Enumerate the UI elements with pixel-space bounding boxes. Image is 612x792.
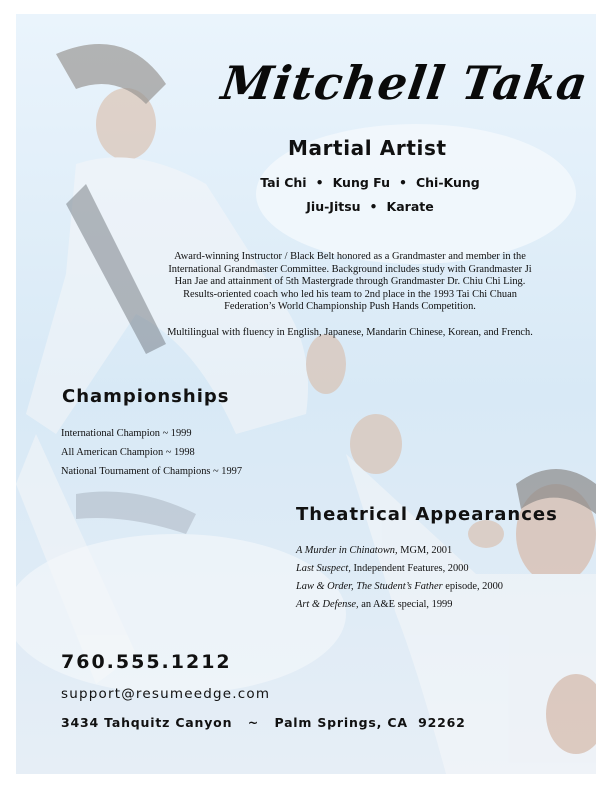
- skill-item: Jiu-Jitsu: [306, 199, 361, 214]
- appearance-detail: episode, 2000: [442, 581, 503, 592]
- appearance-item: [296, 599, 503, 617]
- championship-item: International Champion ~ 1999: [61, 428, 192, 439]
- skill-item: Karate: [386, 199, 434, 214]
- email-address: support@resumeedge.com: [61, 686, 271, 702]
- appearance-title: Art & Defense,: [296, 599, 359, 610]
- championship-item: All American Champion ~ 1998: [61, 447, 195, 458]
- skill-item: Kung Fu: [332, 175, 390, 190]
- championships-heading: Championships: [62, 386, 230, 407]
- summary-line: International Grandmaster Committee. Background includes study with Grandmaster Ji: [168, 263, 532, 275]
- appearance-detail: an A&E special, 1999: [358, 599, 453, 610]
- appearance-item: [296, 563, 503, 581]
- championship-item: National Tournament of Champions ~ 1997: [61, 466, 243, 477]
- skills-row-1: [220, 175, 520, 190]
- skill-separator: •: [369, 199, 378, 214]
- mailing-address: 3434 Tahquitz Canyon ~ Palm Springs, CA 92262: [61, 715, 466, 730]
- summary-line: Federation’s World Championship Push Hands Competition.: [224, 301, 476, 313]
- theatrical-appearances-heading: Theatrical Appearances: [296, 504, 558, 525]
- skill-separator: •: [315, 175, 324, 190]
- theatrical-appearances-list: [296, 545, 503, 617]
- appearance-item: [296, 581, 503, 599]
- skills-row-2: [220, 199, 520, 214]
- championships-list: [61, 428, 242, 485]
- appearance-title: Law & Order, The Student’s Father: [296, 581, 443, 592]
- skill-separator: •: [398, 175, 407, 190]
- appearance-item: [296, 545, 503, 563]
- profile-summary: [155, 251, 545, 314]
- appearance-title: Last Suspect,: [296, 563, 351, 574]
- skill-item: Chi-Kung: [415, 175, 480, 190]
- skill-item: Tai Chi: [260, 175, 307, 190]
- applicant-name: Mitchell Taka: [218, 56, 592, 110]
- languages-statement: Multilingual with fluency in English, Japanese, Mandarin Chinese, Korean, and French.: [167, 327, 533, 338]
- appearance-detail: MGM, 2001: [397, 545, 453, 556]
- summary-line: Results-oriented coach who led his team to 2nd place in the 1993 Tai Chi Chuan: [183, 288, 517, 300]
- summary-line: Award-winning Instructor / Black Belt honored as a Grandmaster and member in the: [174, 251, 526, 262]
- phone-number: 760.555.1212: [61, 651, 232, 673]
- appearance-detail: Independent Features, 2000: [350, 563, 469, 574]
- professional-title: Martial Artist: [288, 136, 447, 160]
- summary-line: Han Jae and attainment of 5th Mastergrade through Grandmaster Dr. Chiu Chi Ling.: [174, 276, 526, 288]
- appearance-title: A Murder in Chinatown,: [296, 545, 398, 556]
